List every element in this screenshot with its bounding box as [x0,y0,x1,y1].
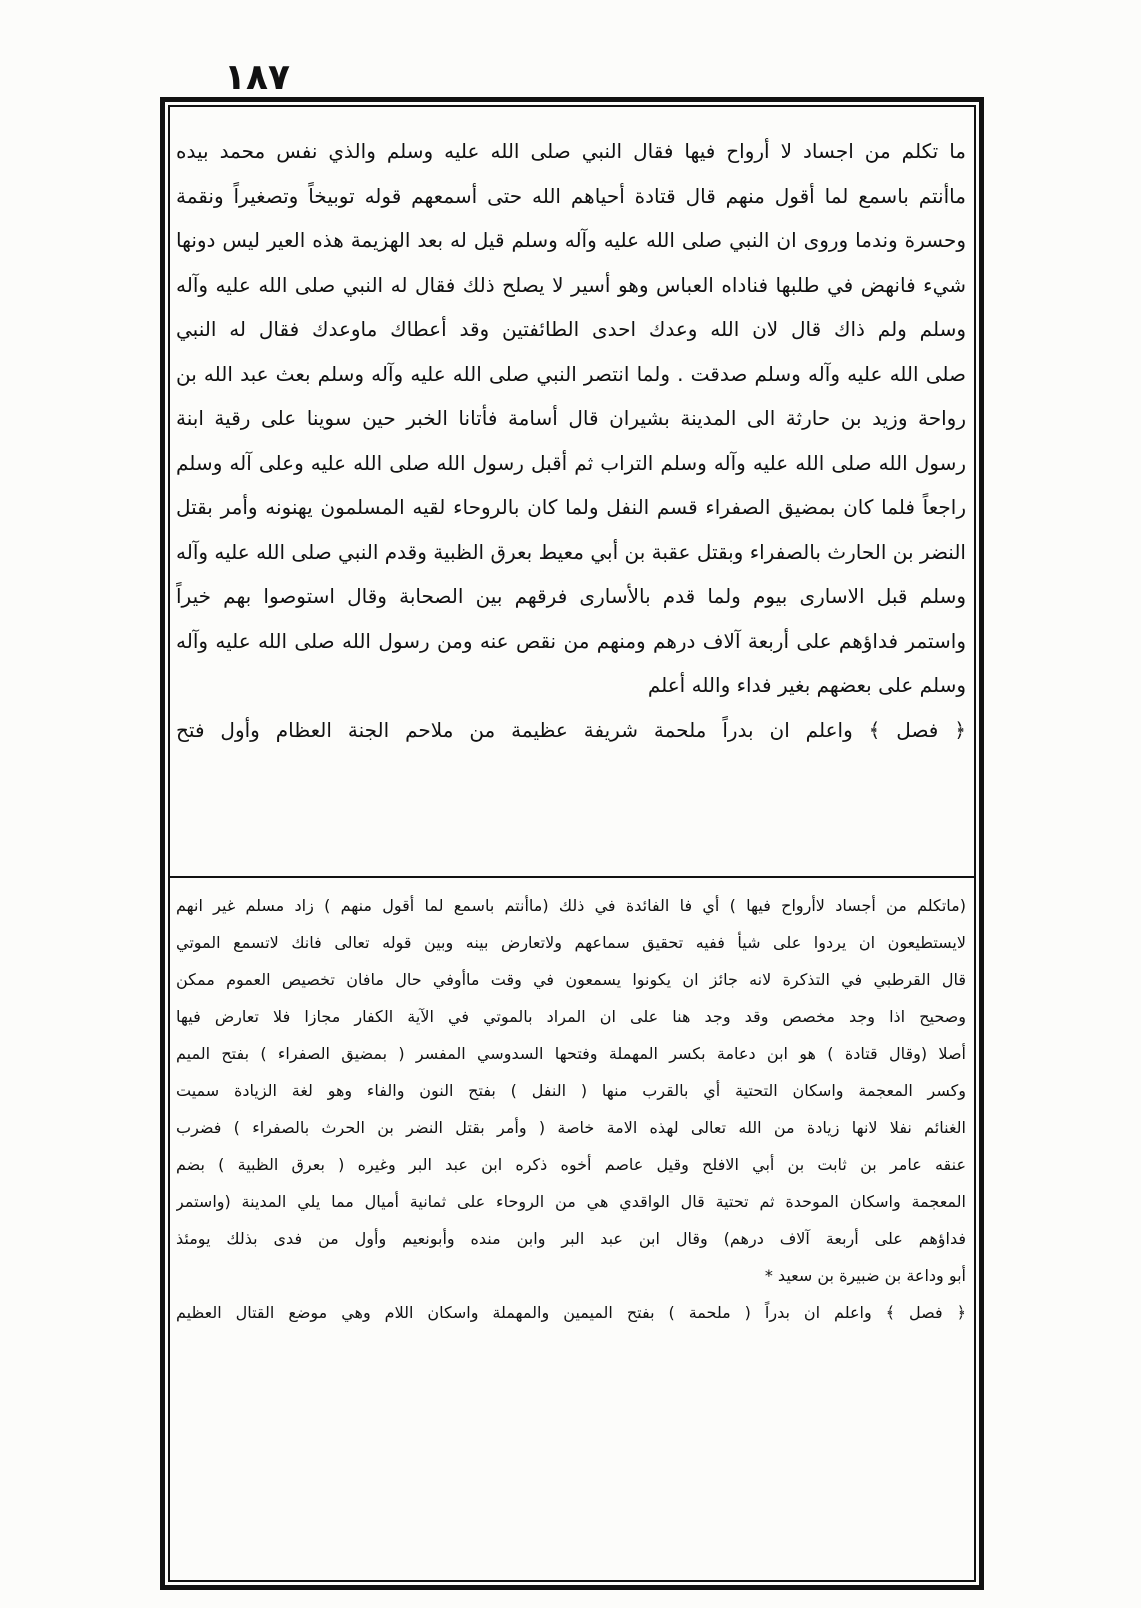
main-text-line: واستمر فداؤهم على أربعة آلاف درهم ومنهم من نقص عنه ومن رسول الله صلى الله عليه وآله [176,628,966,653]
main-text-line: رسول الله صلى الله عليه وآله وسلم التراب ثم أقبل رسول الله صلى الله عليه وعلى آله وسلم [176,450,966,475]
main-text-line: شيء فانهض في طلبها فناداه العباس وهو أسير لا يصلح ذلك فقال له النبي صلى الله عليه وآله [176,272,966,297]
main-text-block [176,129,966,752]
section-divider [168,876,976,878]
main-text-line: وسلم ولم ذاك قال لان الله وعدك احدى الطائفتين وقد أعطاك ماوعدك فقال له النبي [176,317,966,341]
commentary-line: أبو وداعة بن ضبيرة بن سعيد * [764,1266,966,1285]
main-text-line: ماأنتم باسمع لما أقول منهم قال قتادة أحياهم الله حتى أسمعهم قوله توبيخاً وتصغيراً ونقمة [176,183,966,208]
section-heading-line: ﴿ فصل ﴾ واعلم ان بدراً ملحمة شريفة عظيمة من ملاحم الجنة العظام وأول فتح [176,717,966,742]
main-text-line: وسلم على بعضهم بغير فداء والله أعلم [647,673,966,697]
commentary-section-line: ﴿ فصل ﴾ واعلم ان بدراً ( ملحمة ) بفتح الميمين والمهملة واسكان اللام وهي موضع القتال العظيم [176,1303,966,1322]
main-text-line: رواحة وزيد بن حارثة الى المدينة بشيران قال أسامة فأتانا الخبر حين سوينا على رقية ابنة [176,406,966,430]
commentary-line: فداؤهم على أربعة آلاف درهم) وقال ابن عبد البر وابن منده وأبونعيم وأول من فدى بذلك يومئذ [176,1229,966,1248]
commentary-line: الغنائم نفلا لانها زيادة من الله تعالى لهذه الامة خاصة ( وأمر بقتل النضر بن الحرث بالصفراء ) فضرب [176,1118,966,1137]
commentary-block [176,887,966,1331]
main-text-line: وحسرة وندما وروى ان النبي صلى الله عليه وآله وسلم قيل له بعد الهزيمة هذه العير ليس دونها [176,228,966,252]
main-text-line: وسلم قبل الاسارى بيوم ولما قدم بالأسارى فرقهم بين الصحابة وقال استوصوا بهم خيراً [176,584,966,608]
commentary-line: لايستطيعون ان يردوا على شيأ ففيه تحقيق سماعهم ولاتعارض بينه وبين قوله تعالى فانك لاتسمع الموتي [176,933,966,952]
commentary-line: عنقه عامر بن ثابت بن أبي الافلح وقيل عاصم أخوه ذكره ابن عبد البر وغيره ( بعرق الظبية ) بضم [176,1155,966,1174]
commentary-line: أصلا (وقال قتادة ) هو ابن دعامة بكسر المهملة وفتحها السدوسي المفسر ( بمضيق الصفراء ) بفتح الميم [176,1044,966,1063]
page-number: ١٨٧ [224,57,290,98]
commentary-line: (ماتكلم من أجساد لاأرواح فيها ) أي فا الفائدة في ذلك (ماأنتم باسمع لما أقول منهم ) زاد مسلم غير انهم [176,896,966,915]
main-text-line: صلى الله عليه وآله وسلم صدقت . ولما انتصر النبي صلى الله عليه وآله وسلم بعث عبد الله بن [176,361,966,386]
commentary-line: قال القرطبي في التذكرة لانه جائز ان يكونوا يسمعون في وقت ماأوفي حال مافان تخصيص العموم ممكن [176,970,966,989]
main-text-line: راجعاً فلما كان بمضيق الصفراء قسم النفل ولما كان بالروحاء لقيه المسلمون يهنونه وأمر بقتل [176,495,966,519]
main-text-line: النضر بن الحارث بالصفراء وبقتل عقبة بن أبي معيط بعرق الظبية وقدم النبي صلى الله عليه وآله [176,539,966,564]
commentary-line: المعجمة واسكان الموحدة ثم تحتية قال الواقدي هي من الروحاء على ثمانية أميال مما يلي المدينة (واستمر [176,1192,966,1211]
commentary-line: وكسر المعجمة واسكان التحتية أي بالقرب منها ( النفل ) بفتح النون والفاء وهو لغة الزيادة سميت [176,1081,966,1100]
main-text-line: ما تكلم من اجساد لا أرواح فيها فقال النبي صلى الله عليه وسلم والذي نفس محمد بيده [176,139,966,163]
commentary-line: وصحيح اذا وجد مخصص وقد وجد هنا على ان المراد بالموتي في الآية الكفار مجازا فلا تعارض فيها [176,1007,966,1026]
